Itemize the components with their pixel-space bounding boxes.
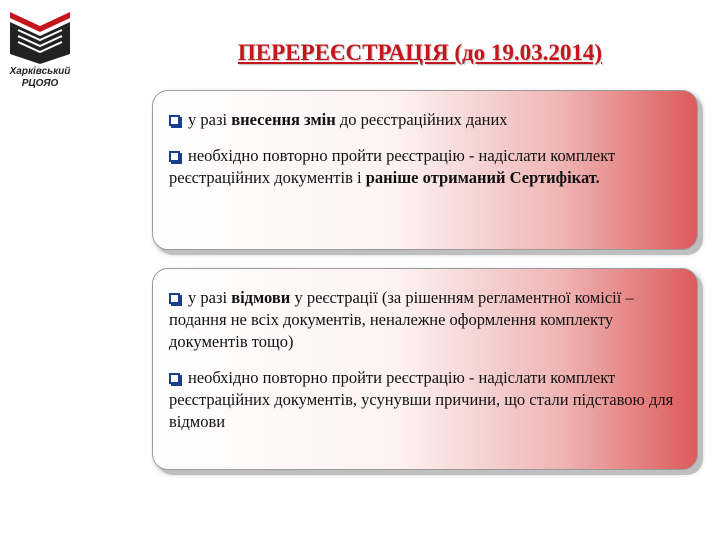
item-text-bold: відмови [231, 288, 291, 307]
checkbox-bullet-icon [169, 373, 180, 384]
checkbox-bullet-icon [169, 293, 180, 304]
item-text-pre: необхідно повторно пройти реєстрацію - надіслати комплект реєстраційних документів і [169, 146, 616, 187]
book-logo-icon [4, 4, 76, 66]
item-text-bold: внесення змін [231, 110, 336, 129]
item-text-post: до реєстраційних даних [335, 110, 508, 129]
logo-text [4, 66, 76, 90]
item-text-bold: раніше отриманий Сертифікат. [365, 168, 600, 187]
list-item [169, 367, 679, 433]
checkbox-bullet-icon [169, 115, 180, 126]
list-item [169, 145, 679, 189]
list-item [169, 109, 679, 131]
item-text-pre: у разі [188, 110, 232, 129]
checkbox-bullet-icon [169, 151, 180, 162]
logo [4, 4, 76, 96]
info-card-refusal [152, 268, 698, 470]
list-item [169, 287, 679, 353]
item-text-pre: у разі [188, 288, 232, 307]
logo-line-1: Харківський [9, 66, 71, 77]
item-text: необхідно повторно пройти реєстрацію - надіслати комплект реєстраційних документів, усунувши причини, що стали підставою для відмови [169, 368, 674, 431]
page-title: ПЕРЕРЕЄСТРАЦІЯ (до 19.03.2014) [237, 40, 603, 65]
item-text-post: у реєстрації (за рішенням регламентної комісії – подання не всіх документів, неналежне оформлення комплекту документів тощо) [169, 288, 634, 351]
logo-line-2: РЦОЯО [21, 78, 59, 89]
info-card-changes [152, 90, 698, 250]
